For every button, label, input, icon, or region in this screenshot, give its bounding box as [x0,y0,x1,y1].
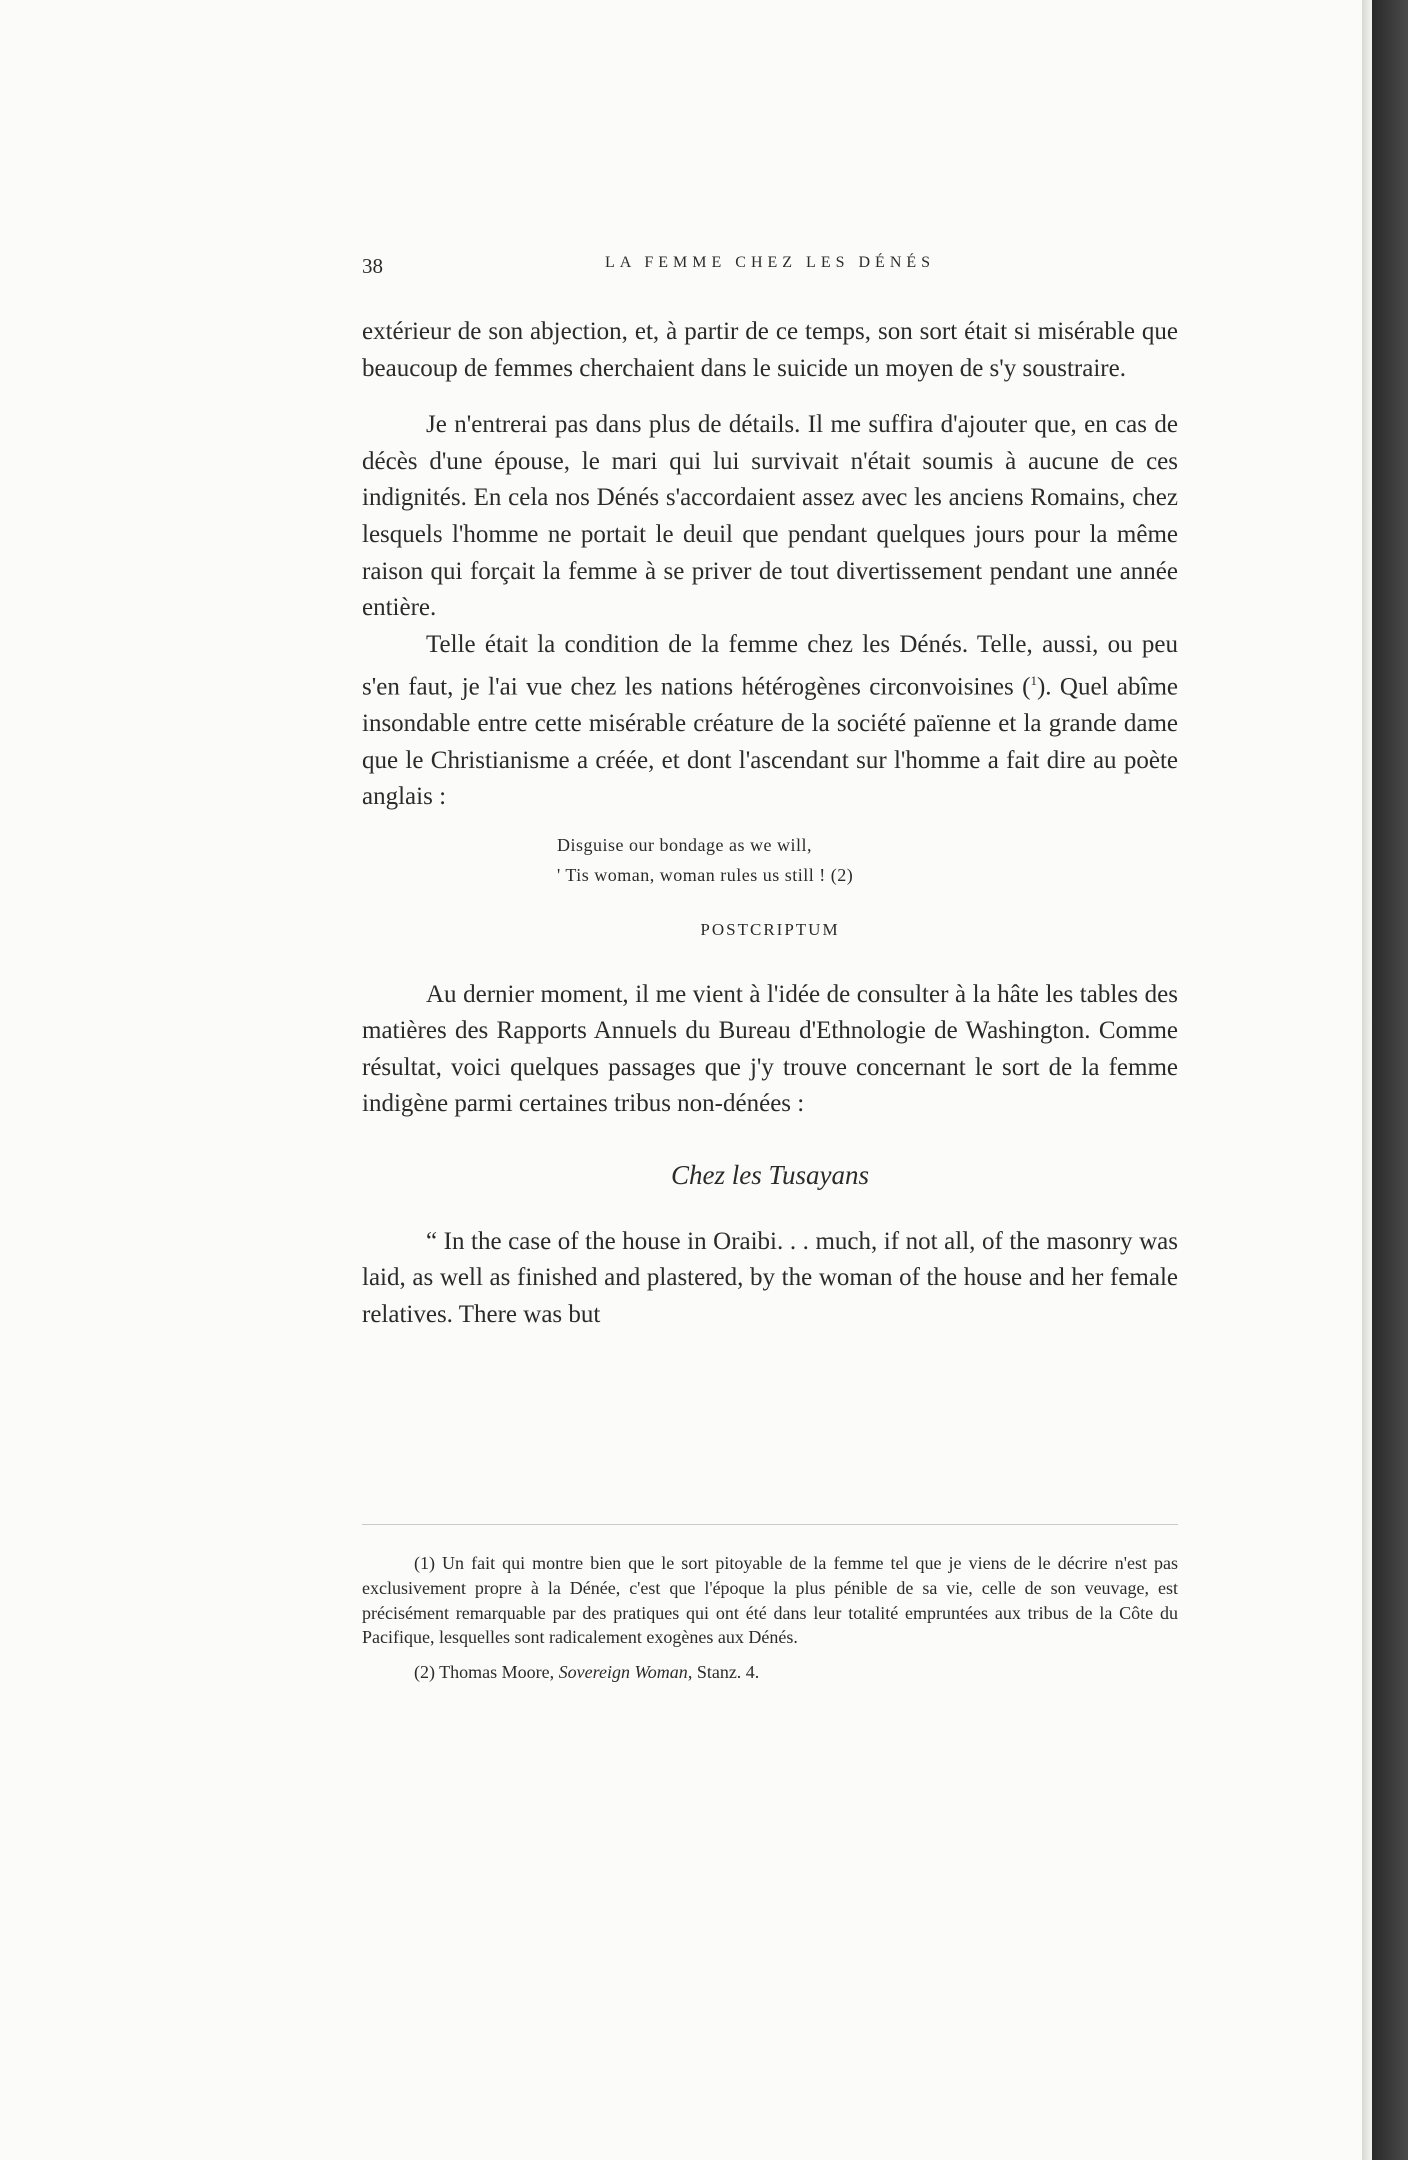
page-edge [1362,0,1372,2160]
paragraph-1: extérieur de son abjection, et, à partir de ce temps, son sort était si misérable que beaucoup de femmes cherchaient dans le suicide un moyen de s'y soustraire. [362,318,1178,382]
page-header [362,254,1178,284]
footnotes [362,1551,1178,1685]
verse-line-2: ' Tis woman, woman rules us still ! (2) [557,865,854,886]
body-text [362,314,1178,1333]
paragraph-4: Au dernier moment, il me vient à l'idée de consulter à la hâte les tables des matières des Rapports Annuels du Bureau d'Ethnologie de Washington. Comme résultat, voici quelques passages que j'y trouve concernant le sort de la femme indigène parmi certaines tribus non-dénées : [362,980,1178,1118]
footnote-2-part-b: , Stanz. 4. [687,1662,760,1683]
paragraph-3-part-a: Telle était la condition de la femme chez les Dénés. Telle, aussi, ou peu s'en faut, je l'ai vue chez les nations hétérogènes circonvoisines ( [362,630,1178,701]
footnote-2 [362,1660,1178,1685]
running-title: LA FEMME CHEZ LES DÉNÉS [604,254,936,271]
footnote-2-title: Sovereign Woman [558,1662,688,1683]
footnote-2-part-a: (2) Thomas Moore, [414,1662,559,1683]
footnote-rule [362,1524,1178,1525]
postscript-title: POSTCRIPTUM [700,920,840,940]
footnote-ref-1: 1 [1030,673,1037,689]
paragraph-3-part-b: ). Quel abîme insondable entre cette misérable créature de la société païenne et la grande dame que le Christianisme a créée, et dont l'ascendant sur l'homme a fait dire au poète anglais : [362,673,1178,811]
verse-line-1: Disguise our bondage as we will, [557,835,812,856]
section-subhead: Chez les Tusayans [670,1160,870,1191]
footnote-1: (1) Un fait qui montre bien que le sort pitoyable de la femme tel que je viens de le décrire n'est pas exclusivement propre à la Dénée, c'est que l'époque la plus pénible de sa vie, celle de son veuvage, est précisément remarquable par des pratiques qui ont été dans leur totalité empruntées aux tribus de la Côte du Pacifique, lesquelles sont radicalement exogènes aux Dénés. [362,1553,1178,1648]
paragraph-2: Je n'entrerai pas dans plus de détails. Il me suffira d'ajouter que, en cas de décès d'une épouse, le mari qui lui survivait n'était soumis à aucune de ces indignités. En cela nos Dénés s'accordaient assez avec les anciens Romains, chez lesquels l'homme ne portait le deuil que pendant quelques jours pour la même raison qui forçait la femme à se priver de tout divertissement pendant une année entière. [362,411,1178,622]
binding-shadow [1372,0,1408,2160]
paragraph-3 [362,627,1178,816]
verse-quote [557,830,1178,890]
page-number: 38 [362,254,383,278]
paragraph-5: “ In the case of the house in Oraibi. . . much, if not all, of the masonry was laid, as well as finished and plastered, by the woman of the house and her female relatives. There was but [362,1227,1178,1328]
